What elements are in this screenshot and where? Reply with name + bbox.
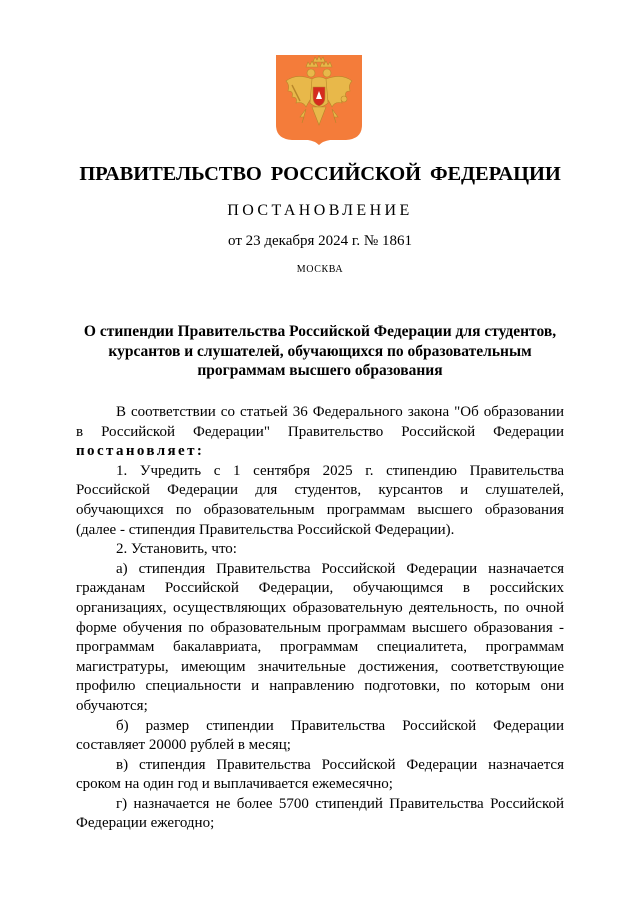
- government-title: ПРАВИТЕЛЬСТВО РОССИЙСКОЙ ФЕДЕРАЦИИ: [79, 163, 561, 185]
- clause-1: 1. Учредить с 1 сентября 2025 г. стипендию Правительства Российской Федерации для студентов, курсантов и слушателей, обучающихся по образовательным программам высшего образования (далее - стипендия Правительства Российской Федерации).: [76, 462, 564, 538]
- city-name: МОСКВА: [296, 264, 344, 275]
- preamble-paragraph: [76, 403, 564, 462]
- document-date-number: от 23 декабря 2024 г. № 1861: [228, 233, 412, 249]
- clause-2b: б) размер стипендии Правительства Российской Федерации составляет 20000 рублей в месяц;: [76, 717, 564, 754]
- document-type: ПОСТАНОВЛЕНИЕ: [227, 202, 413, 219]
- clause-2d: г) назначается не более 5700 стипендий Правительства Российской Федерации ежегодно;: [76, 795, 564, 832]
- document-subject: О стипендии Правительства Российской Федерации для студентов, курсантов и слушателей, обучающихся по образовательным программам высшего образования: [83, 323, 557, 379]
- preamble-text: В соответствии со статьей 36 Федерального закона "Об образовании в Российской Федерации" Правительство Российской Федерации: [76, 404, 564, 440]
- clause-2c: в) стипендия Правительства Российской Федерации назначается сроком на один год и выплачивается ежемесячно;: [76, 756, 564, 793]
- russian-coat-of-arms-icon: [276, 55, 362, 145]
- document-body: [76, 403, 564, 834]
- decree-word: постановляет:: [76, 443, 205, 460]
- clause-2a: а) стипендия Правительства Российской Федерации назначается гражданам Российской Федерации, обучающимся в российских организациях, осуществляющих образовательную деятельность, по очной форме обучения по образовательным программам высшего образования - программам бакалавриата, программам специалитета, программам магистратуры, имеющим значительные достижения, соответствующие профилю специальности и направлению подготовки, по которым они обучаются;: [76, 560, 564, 714]
- clause-2: 2. Установить, что:: [116, 541, 237, 558]
